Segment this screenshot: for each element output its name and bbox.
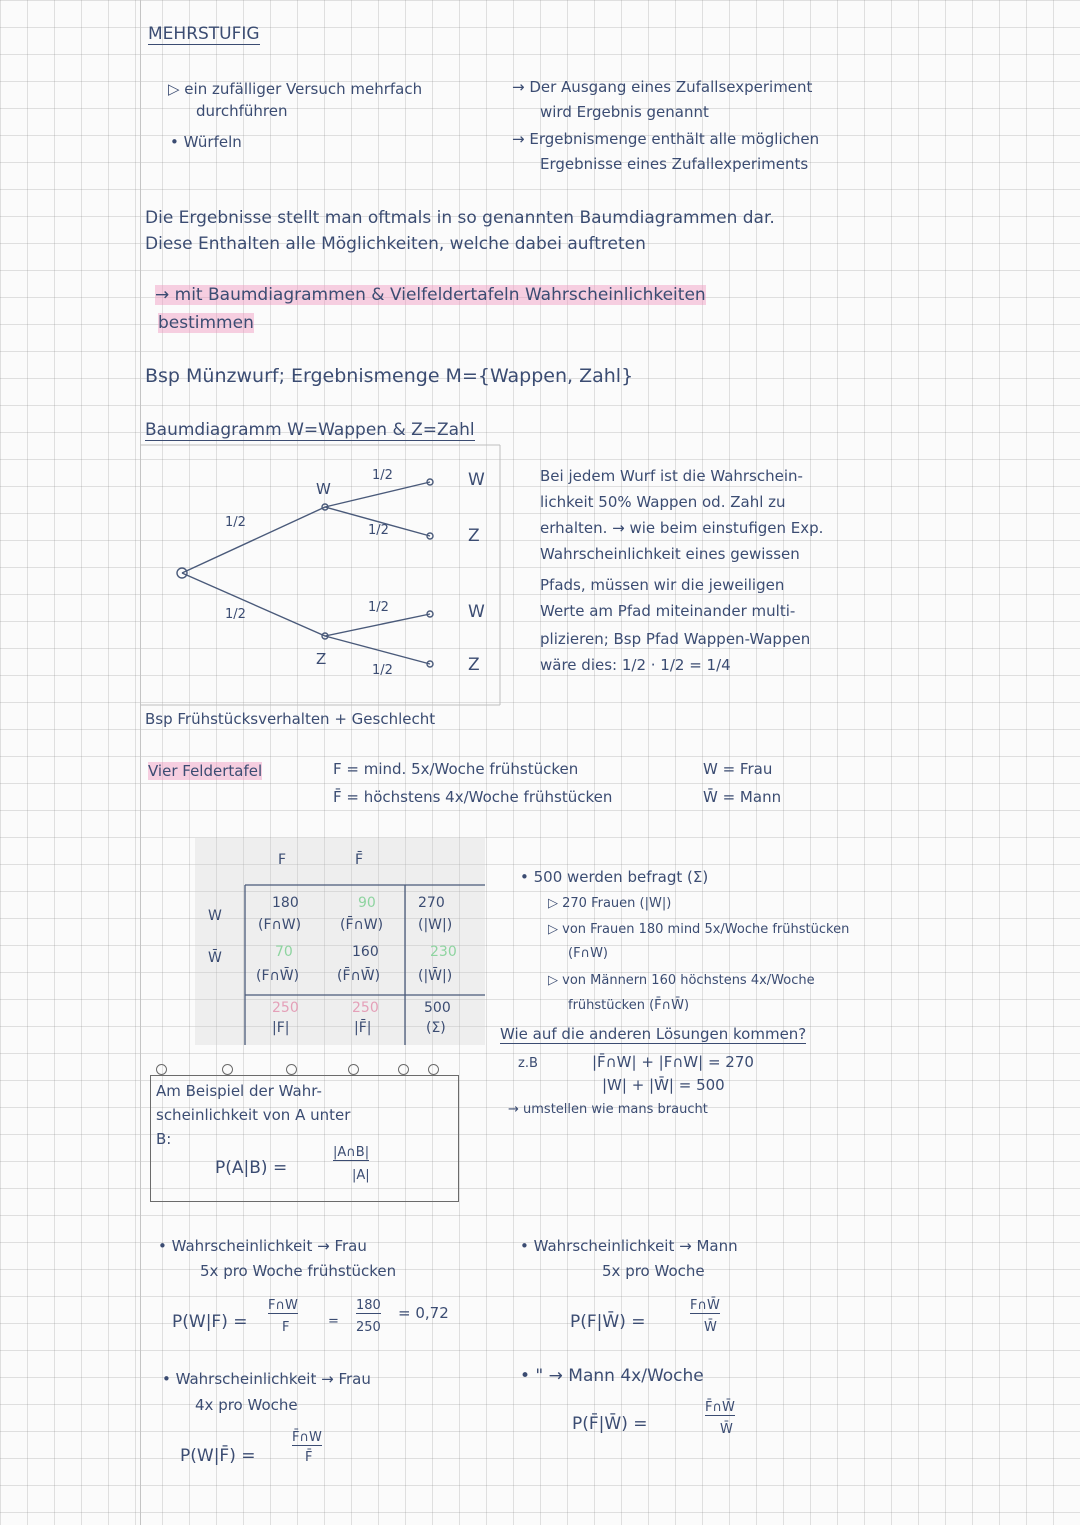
how-question: Wie auf die anderen Lösungen kommen? (500, 1025, 807, 1043)
p3-numerator: F∩W̄ (690, 1298, 720, 1313)
cell-f-w-label: (F∩W) (258, 917, 302, 933)
p1-denominator-value: 250 (356, 1320, 381, 1335)
cell-fbar-wbar-value: 160 (352, 944, 379, 960)
how-eg-label: z.B (518, 1056, 538, 1071)
intro-left-line-3: • Würfeln (170, 133, 242, 151)
p1-title-line-1: • Wahrscheinlichkeit → Frau (158, 1237, 367, 1255)
tree-node-w: W (316, 480, 331, 498)
note-line-2: ▷ 270 Frauen (|W|) (548, 896, 672, 911)
ring-2 (222, 1064, 233, 1075)
tree-leaf-4: Z (468, 655, 480, 675)
p4-title: • " → Mann 4x/Woche (520, 1366, 704, 1386)
ring-4 (348, 1064, 359, 1075)
tree-title: Baumdiagramm W=Wappen & Z=Zahl (145, 420, 475, 440)
note-line-4: (F∩W) (568, 946, 608, 961)
cell-f-wbar-value: 70 (275, 944, 293, 960)
tree-prob-wz: 1/2 (368, 523, 389, 538)
p3-denominator: W̄ (704, 1320, 717, 1335)
explain-line-3: erhalten. → wie beim einstufigen Exp. (540, 519, 824, 537)
row-header-w: W (208, 908, 222, 924)
p4-lhs: P(F̄|W̄) = (572, 1414, 648, 1434)
p1-numerator: F∩W (268, 1298, 298, 1313)
cond-box-line-3: B: (156, 1130, 172, 1148)
p4-numerator: F̄∩W̄ (705, 1400, 735, 1415)
tree-prob-zz: 1/2 (372, 663, 393, 678)
explain-line-2: lichkeit 50% Wappen od. Zahl zu (540, 493, 786, 511)
ring-5 (398, 1064, 409, 1075)
cond-formula-denominator: |A| (352, 1168, 370, 1183)
coin-example: Bsp Münzwurf; Ergebnismenge M={Wappen, Zahl} (145, 365, 634, 387)
p3-lhs: P(F|W̄) = (570, 1312, 646, 1332)
explain-line-6: Werte am Pfad miteinander multi- (540, 602, 796, 620)
cell-fbar-w-value: 90 (358, 895, 376, 911)
cond-formula-numerator: |A∩B| (333, 1145, 370, 1160)
intro-right-line-2: wird Ergebnis genannt (540, 103, 709, 121)
p2-numerator: F̄∩W (292, 1430, 322, 1445)
def-f: F = mind. 5x/Woche frühstücken (333, 760, 579, 778)
intro-left-line-2: durchführen (196, 102, 288, 120)
def-w-bar: W̄ = Mann (703, 788, 782, 806)
cell-fbar-w-label: (F̄∩W) (340, 917, 384, 933)
p3-title-line-2: 5x pro Woche (602, 1262, 705, 1280)
note-line-6: frühstücken (F̄∩W̄) (568, 998, 690, 1013)
intro-right-line-4: Ergebnisse eines Zufallexperiments (540, 155, 809, 173)
paragraph-line-2: Diese Enthalten alle Möglichkeiten, welche dabei auftreten (145, 234, 646, 254)
tree-prob-ww: 1/2 (372, 468, 393, 483)
cell-f-wbar-label: (F∩W̄) (256, 968, 300, 984)
p1-numerator-value: 180 (356, 1298, 381, 1313)
page-heading: MEHRSTUFIG (148, 24, 260, 44)
explain-line-8: wäre dies: 1/2 · 1/2 = 1/4 (540, 656, 731, 674)
cell-f-total-label: |F| (272, 1020, 290, 1036)
tree-prob-lower: 1/2 (225, 607, 246, 622)
cell-f-total-value: 250 (272, 1000, 299, 1016)
ring-6 (428, 1064, 439, 1075)
cond-box-line-2: scheinlichkeit von A unter (156, 1106, 351, 1124)
explain-line-4: Wahrscheinlichkeit eines gewissen (540, 545, 800, 563)
note-line-3: ▷ von Frauen 180 mind 5x/Woche frühstücken (548, 922, 850, 937)
ring-3 (286, 1064, 297, 1075)
tree-prob-zw: 1/2 (368, 600, 389, 615)
row-header-w-bar: W̄ (208, 950, 222, 966)
paragraph-line-1: Die Ergebnisse stellt man oftmals in so genannten Baumdiagrammen dar. (145, 208, 775, 228)
cell-fbar-total-label: |F̄| (354, 1020, 372, 1036)
def-w: W = Frau (703, 760, 773, 778)
p2-title-line-2: 4x pro Woche (195, 1396, 298, 1414)
note-line-1: • 500 werden befragt (Σ) (520, 868, 709, 886)
cell-wbar-total-value: 230 (430, 944, 457, 960)
how-eg-line-1: |F̄∩W| + |F∩W| = 270 (592, 1053, 754, 1071)
cell-w-total-value: 270 (418, 895, 445, 911)
p1-title-line-2: 5x pro Woche frühstücken (200, 1262, 397, 1280)
four-field-label: Vier Feldertafel (148, 762, 263, 780)
ring-1 (156, 1064, 167, 1075)
intro-right-line-3: → Ergebnismenge enthält alle möglichen (512, 130, 820, 148)
tree-prob-upper: 1/2 (225, 515, 246, 530)
how-eg-line-2: |W| + |W̄| = 500 (602, 1076, 725, 1094)
cell-fbar-wbar-label: (F̄∩W̄) (337, 968, 381, 984)
tree-leaf-3: W (468, 602, 485, 622)
cell-w-total-label: (|W|) (418, 917, 453, 933)
cell-f-w-value: 180 (272, 895, 299, 911)
how-note: → umstellen wie mans braucht (508, 1102, 708, 1117)
col-header-f-bar: F̄ (355, 852, 364, 868)
cell-fbar-total-value: 250 (352, 1000, 379, 1016)
topic-line-1: → mit Baumdiagrammen & Vielfeldertafeln Wahrscheinlichkeiten (155, 285, 706, 305)
p2-title-line-1: • Wahrscheinlichkeit → Frau (162, 1370, 371, 1388)
breakfast-example: Bsp Frühstücksverhalten + Geschlecht (145, 710, 436, 728)
note-line-5: ▷ von Männern 160 höchstens 4x/Woche (548, 973, 815, 988)
p1-lhs: P(W|F) = (172, 1312, 248, 1332)
explain-line-1: Bei jedem Wurf ist die Wahrschein- (540, 467, 803, 485)
cond-formula-lhs: P(A|B) = (215, 1158, 288, 1178)
p1-result: = 0,72 (398, 1304, 449, 1322)
p2-lhs: P(W|F̄) = (180, 1446, 256, 1466)
tree-leaf-1: W (468, 470, 485, 490)
col-header-f: F (278, 852, 287, 868)
p1-denominator: F (282, 1320, 290, 1335)
cond-box-line-1: Am Beispiel der Wahr- (156, 1082, 322, 1100)
cell-wbar-total-label: (|W̄|) (418, 968, 453, 984)
p1-equals: = (328, 1314, 339, 1329)
intro-left-line-1: ▷ ein zufälliger Versuch mehrfach (168, 80, 423, 98)
p2-denominator: F̄ (305, 1450, 313, 1465)
def-f-bar: F̄ = höchstens 4x/Woche frühstücken (333, 788, 613, 806)
cell-grand-total-label: (Σ) (426, 1020, 446, 1036)
tree-leaf-2: Z (468, 526, 480, 546)
explain-line-5: Pfads, müssen wir die jeweiligen (540, 576, 785, 594)
intro-right-line-1: → Der Ausgang eines Zufallsexperiment (512, 78, 813, 96)
p4-denominator: W̄ (720, 1422, 733, 1437)
cell-grand-total-value: 500 (424, 1000, 451, 1016)
topic-line-2: bestimmen (158, 313, 254, 333)
tree-node-z: Z (316, 650, 327, 668)
p3-title-line-1: • Wahrscheinlichkeit → Mann (520, 1237, 738, 1255)
explain-line-7: plizieren; Bsp Pfad Wappen-Wappen (540, 630, 811, 648)
